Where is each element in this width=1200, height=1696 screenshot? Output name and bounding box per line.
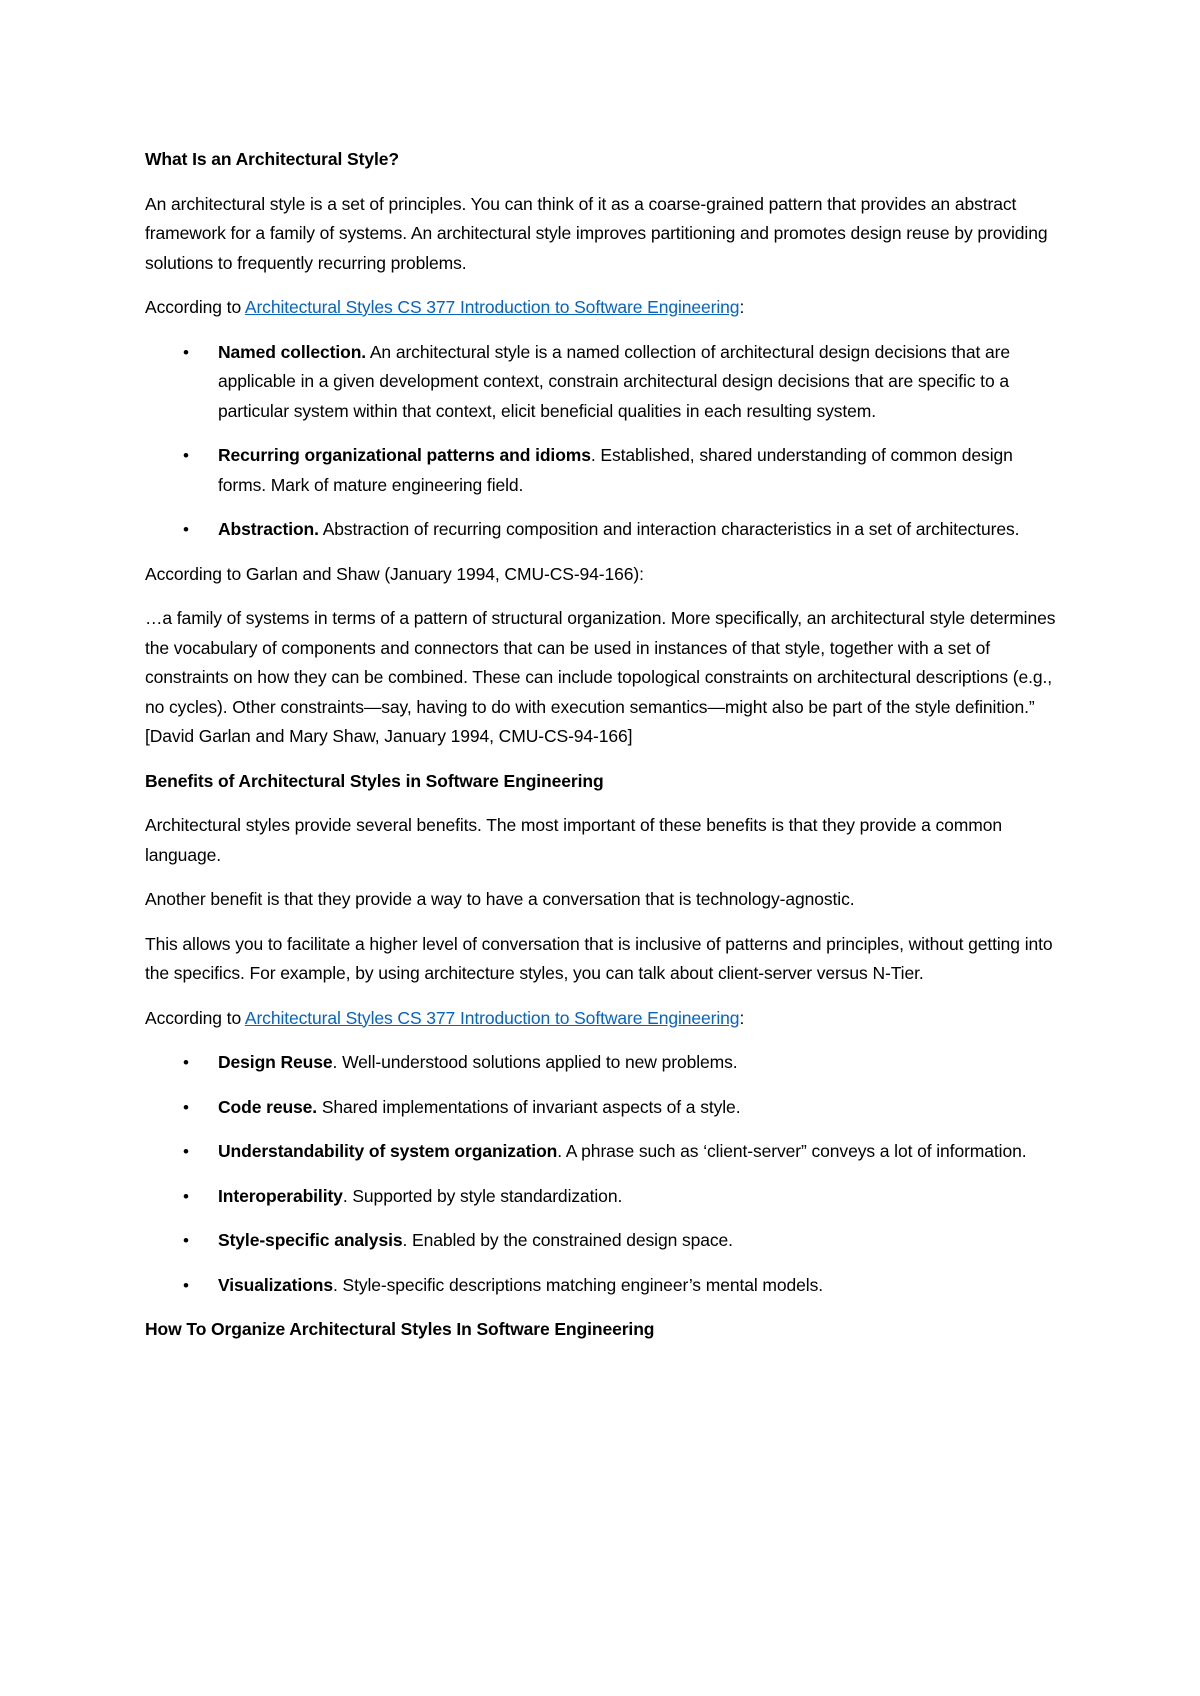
section-heading: Benefits of Architectural Styles in Software Engineering	[145, 770, 604, 791]
bullet-icon: •	[183, 1275, 189, 1295]
benefits-paragraph-2: Another benefit is that they provide a way to have a conversation that is technology-agnostic.	[145, 889, 855, 909]
list-item	[145, 1048, 1060, 1078]
list-text: An architectural style is a named collection of architectural design decisions that are applicable in a given development context, constrain architectural design decisions that are specific to a particular system within that context, elicit beneficial qualities in each resulting system.	[218, 341, 1010, 421]
list-item	[145, 1271, 1060, 1301]
list-item	[145, 515, 1060, 545]
list-item	[145, 1137, 1060, 1167]
style-definition-list	[145, 338, 1060, 545]
list-term: Code reuse.	[218, 1096, 318, 1117]
list-item	[145, 338, 1060, 427]
section-heading: How To Organize Architectural Styles In Software Engineering	[145, 1319, 655, 1339]
garlan-intro: According to Garlan and Shaw (January 1994, CMU-CS-94-166):	[145, 563, 644, 584]
list-text: Shared implementations of invariant aspects of a style.	[317, 1096, 741, 1117]
benefits-paragraph-3: This allows you to facilitate a higher level of conversation that is inclusive of patterns and principles, without getting into the specifics. For example, by using architecture styles, you can talk about client-server versus N-Tier.	[145, 933, 1053, 983]
list-term: Understandability of system organization	[218, 1141, 558, 1161]
list-term: Abstraction.	[218, 519, 319, 539]
list-item	[145, 1093, 1060, 1123]
bullet-icon: •	[183, 342, 189, 362]
bullet-icon: •	[183, 520, 189, 539]
according-prefix: According to	[145, 1007, 245, 1028]
document-page	[145, 145, 1060, 1360]
list-text: . Style-specific descriptions matching engineer’s mental models.	[332, 1274, 823, 1295]
list-text: . Enabled by the constrained design space.	[402, 1230, 733, 1250]
benefits-paragraph-1: Architectural styles provide several benefits. The most important of these benefits is that they provide a common language.	[145, 815, 1002, 865]
list-text: . A phrase such as ‘client-server” conveys a lot of information.	[557, 1141, 1027, 1161]
garlan-quote: …a family of systems in terms of a pattern of structural organization. More specifically, an architectural style determines the vocabulary of components and connectors that can be used in instances of that style, together with a set of constraints on how they can be combined. These can include topological constraints on architectural descriptions (e.g., no cycles). Other constraints—say, having to do with execution semantics—might also be part of the style definition.” [David Garlan and Mary Shaw, January 1994, CMU-CS-94-166]	[145, 608, 1056, 746]
list-term: Named collection.	[218, 341, 367, 362]
bullet-icon: •	[183, 1097, 189, 1117]
bullet-icon: •	[183, 446, 189, 465]
according-suffix: :	[739, 1007, 745, 1028]
according-suffix: :	[739, 297, 745, 317]
bullet-icon: •	[183, 1142, 189, 1161]
according-prefix: According to	[145, 297, 245, 317]
bullet-icon: •	[183, 1053, 189, 1072]
list-term: Design Reuse	[218, 1052, 333, 1072]
list-item	[145, 1226, 1060, 1256]
list-term: Recurring organizational patterns and idioms	[218, 445, 591, 465]
list-term: Style-specific analysis	[218, 1230, 403, 1250]
benefits-list	[145, 1048, 1060, 1300]
list-item	[145, 441, 1060, 500]
list-item	[145, 1182, 1060, 1212]
according-paragraph	[145, 293, 1060, 323]
bullet-icon: •	[183, 1186, 189, 1206]
list-text: Abstraction of recurring composition and interaction characteristics in a set of architectures.	[318, 519, 1020, 539]
reference-link[interactable]: Architectural Styles CS 377 Introduction to Software Engineering	[244, 297, 740, 317]
section-heading: What Is an Architectural Style?	[145, 149, 399, 169]
list-text: . Well-understood solutions applied to new problems.	[332, 1052, 738, 1072]
list-term: Visualizations	[218, 1274, 333, 1295]
reference-link[interactable]: Architectural Styles CS 377 Introduction to Software Engineering	[244, 1007, 740, 1028]
bullet-icon: •	[183, 1231, 189, 1250]
intro-paragraph: An architectural style is a set of principles. You can think of it as a coarse-grained pattern that provides an abstract framework for a family of systems. An architectural style improves partitioning and promotes design reuse by providing solutions to frequently recurring problems.	[145, 193, 1048, 273]
according-paragraph	[145, 1004, 1060, 1034]
list-text: . Established, shared understanding of common design forms. Mark of mature engineering field.	[218, 445, 1013, 495]
list-term: Interoperability	[218, 1185, 343, 1206]
list-text: . Supported by style standardization.	[342, 1185, 623, 1206]
